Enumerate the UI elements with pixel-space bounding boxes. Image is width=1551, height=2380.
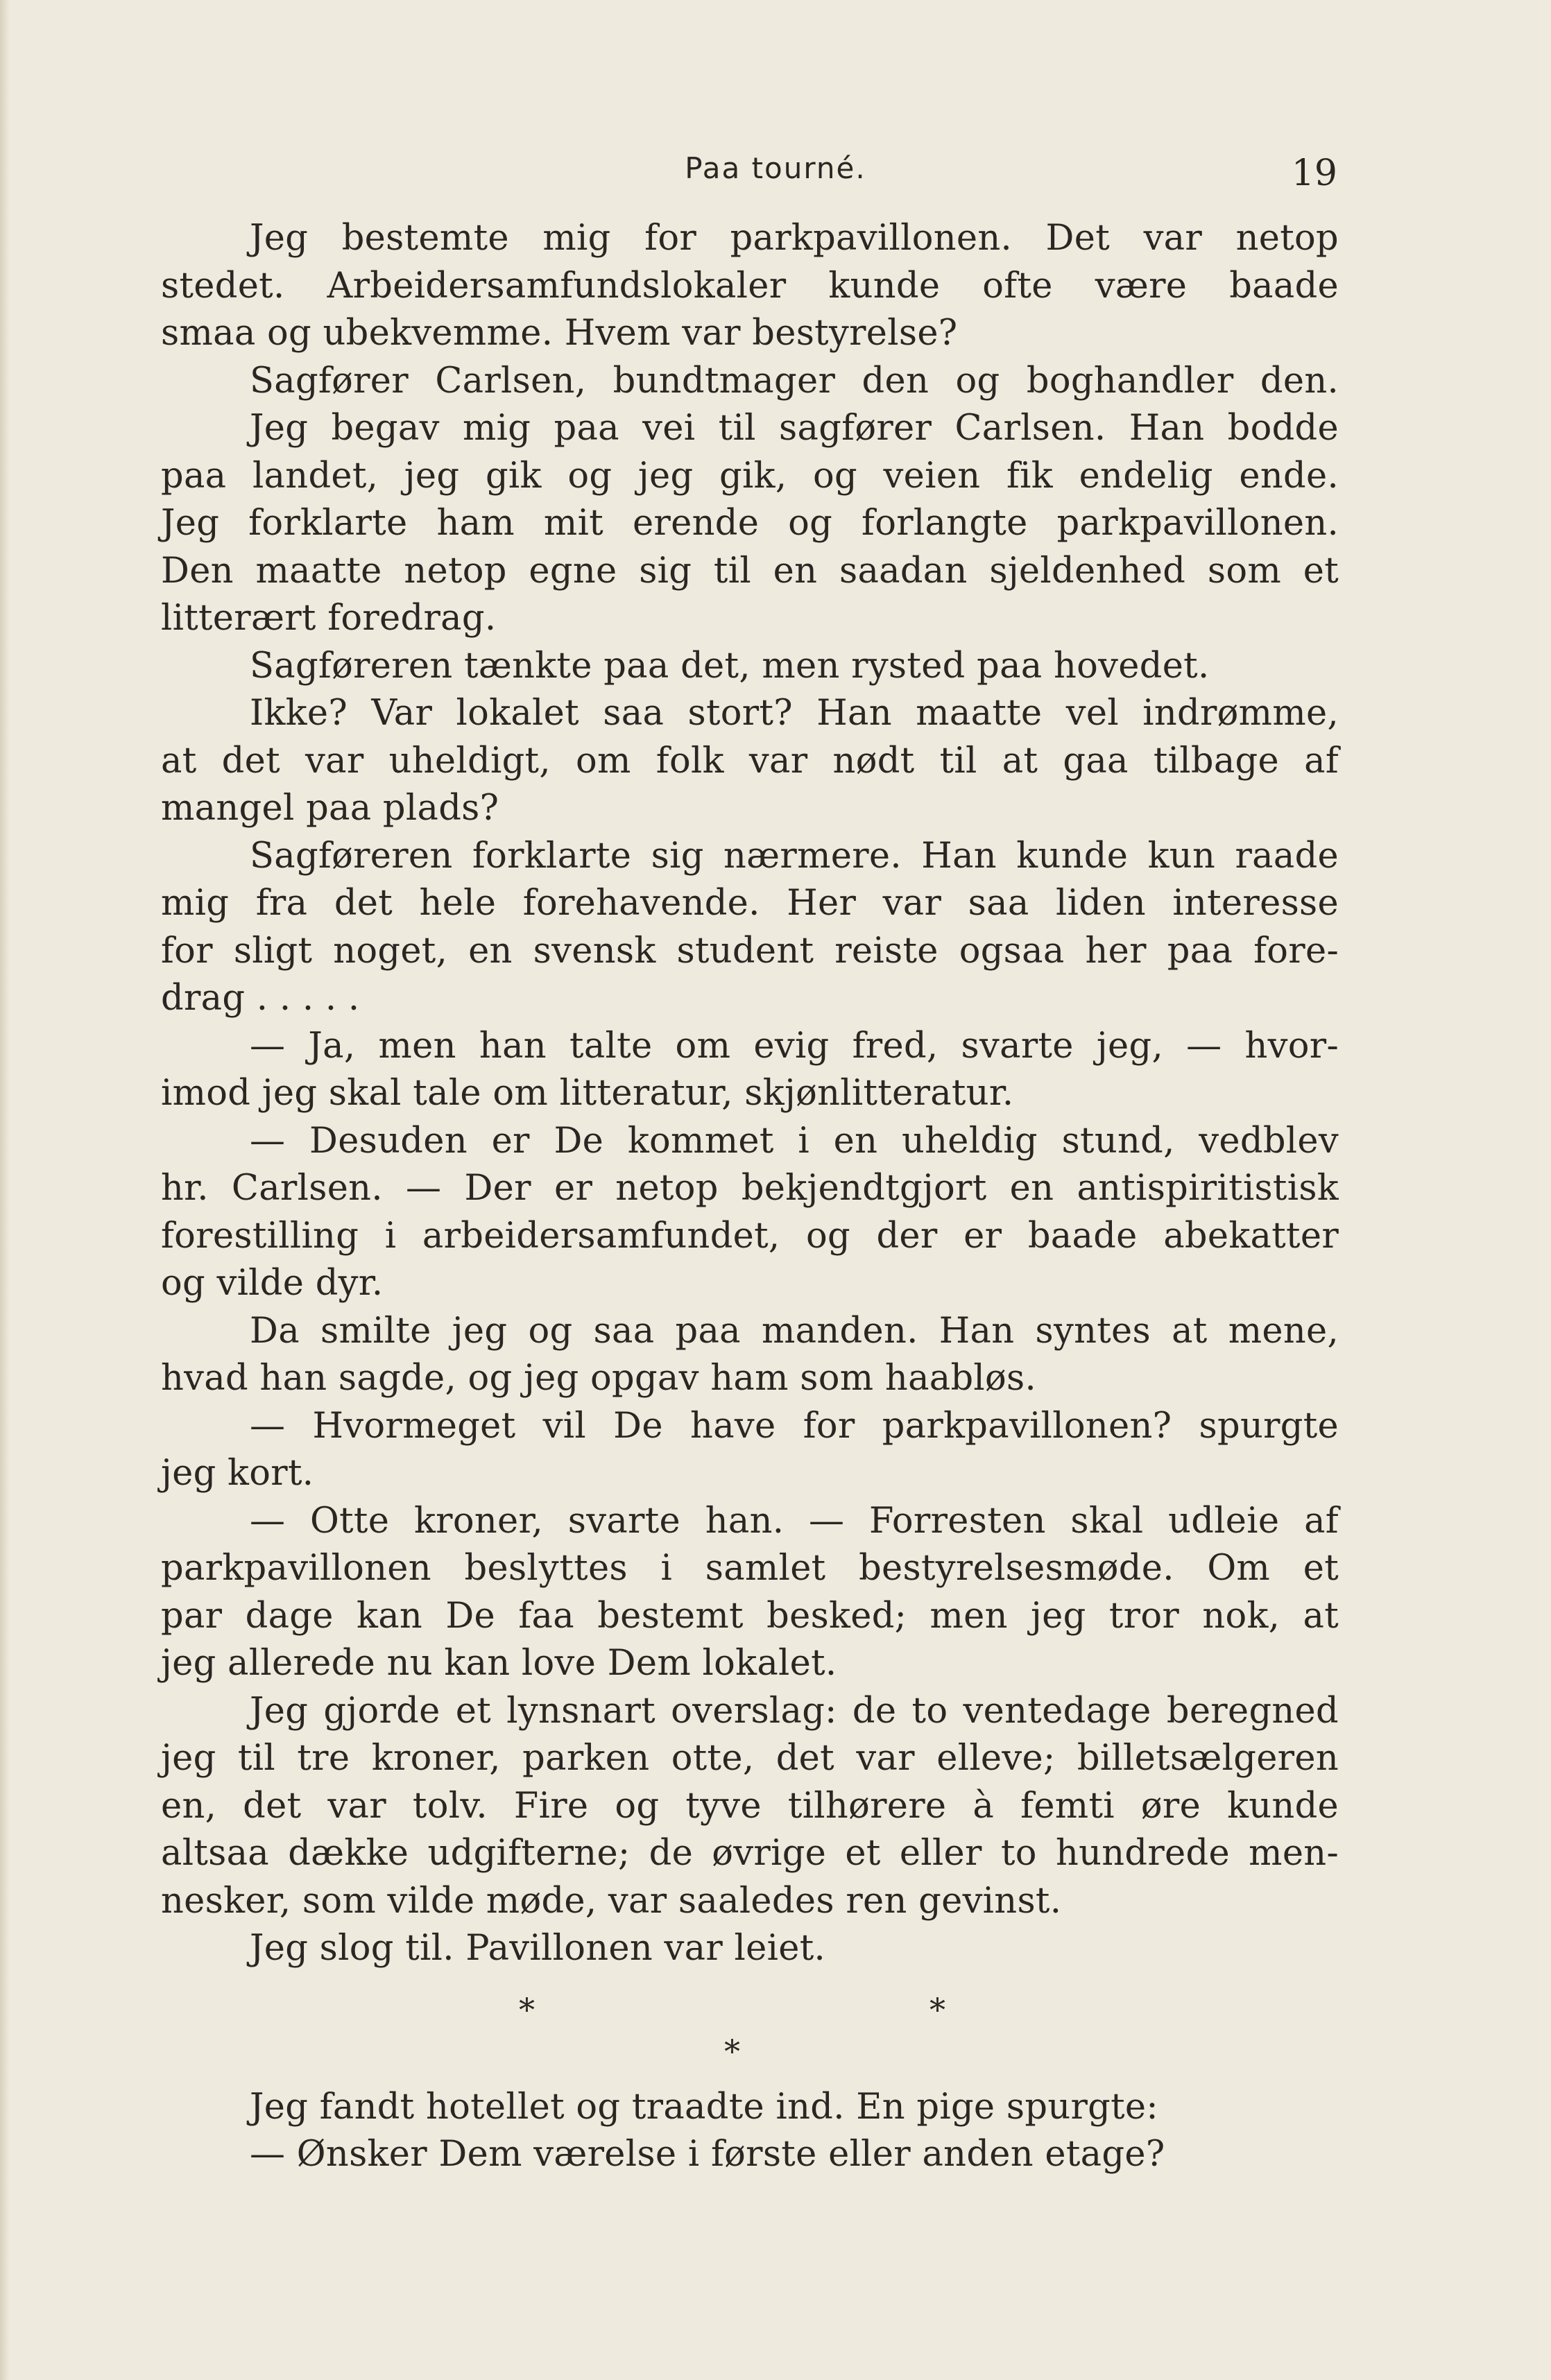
text-line: par dage kan De faa bestemt besked; men jeg tror nok, at (161, 1595, 1339, 1637)
separator-asterisk: * (929, 1990, 945, 2028)
text-line: — Ønsker Dem værelse i første eller anden etage? (250, 2134, 1165, 2175)
text-line: Jeg begav mig paa vei til sagfører Carlsen. Han bodde (250, 408, 1339, 449)
text-line: parkpavillonen beslуttes i samlet bestyrelsesmøde. Om et (161, 1548, 1339, 1589)
text-line: stedet. Arbeidersamfundslokaler kunde ofte være baade (161, 265, 1339, 307)
text-line: Da smilte jeg og saa paa manden. Han syntes at mene, (250, 1310, 1339, 1352)
text-line: jeg allerede nu kan love Dem lokalet. (161, 1643, 837, 1684)
running-header (0, 146, 1551, 194)
text-line: litterært foredrag. (161, 598, 497, 639)
page-left-edge (0, 0, 10, 2380)
text-line: Den maatte netop egne sig til en saadan sjeldenhed som et (161, 550, 1339, 592)
text-line: mig fra det hele forehavende. Her var saa liden interesse (161, 883, 1339, 924)
text-line: altsaa dække udgifterne; de øvrige et eller to hundrede men- (161, 1833, 1339, 1874)
section-separator (161, 1980, 1339, 2084)
text-line: nesker, som vilde møde, var saaledes ren gevinst. (161, 1880, 1062, 1922)
separator-asterisk: * (519, 1990, 535, 2028)
text-line: drag . . . . . (161, 978, 360, 1019)
text-line: Sagføreren tænkte paa det, men rysted paa hovedet. (250, 645, 1210, 687)
separator-asterisk: * (724, 2032, 740, 2070)
text-line: — Desuden er De kommet i en uheldig stund, vedblev (250, 1120, 1339, 1162)
text-line: paa landet, jeg gik og jeg gik, og veien fik endelig ende. (161, 455, 1339, 497)
text-line: — Ja, men han talte om evig fred, svarte jeg, — hvor- (250, 1025, 1339, 1067)
text-line: at det var uheldigt, om folk var nødt til at gaa tilbage af (161, 740, 1339, 782)
text-line: mangel paa plads? (161, 788, 499, 829)
text-line: smaa og ubekvemme. Hvem var bestyrelse? (161, 313, 958, 354)
text-line: Sagfører Carlsen, bundtmager den og boghandler den. (250, 360, 1339, 402)
text-line: jeg til tre kroner, parken otte, det var elleve; billetsælgeren (161, 1738, 1339, 1779)
text-line: — Otte kroner, svarte han. — Forresten skal udleie af (250, 1500, 1339, 1542)
text-line: — Hvormeget vil De have for parkpavillonen? spurgte (250, 1405, 1339, 1447)
text-line: Jeg fandt hotellet og traadte ind. En pige spurgte: (250, 2086, 1158, 2128)
text-line: Jeg slog til. Pavillonen var leiet. (250, 1928, 826, 1969)
text-line: imod jeg skal tale om litteratur, skjønlitteratur. (161, 1073, 1014, 1114)
text-line: for sligt noget, en svensk student reiste ogsaa her paa fore- (161, 930, 1339, 972)
text-line: hvad han sagde, og jeg opgav ham som haabløs. (161, 1358, 1037, 1399)
text-line: Jeg forklarte ham mit erende og forlangte parkpavillonen. (161, 503, 1339, 544)
text-line: Sagføreren forklarte sig nærmere. Han kunde kun raade (250, 835, 1339, 877)
text-line: Jeg gjorde et lynsnart overslag: de to ventedage beregned (250, 1690, 1339, 1732)
text-line: hr. Carlsen. — Der er netop bekjendtgjort en antispiritistisk (161, 1168, 1339, 1209)
text-line: forestilling i arbeidersamfundet, og der er baade abekatter (161, 1215, 1339, 1257)
text-line: jeg kort. (161, 1453, 314, 1494)
text-line: en, det var tolv. Fire og tyve tilhørere à femti øre kunde (161, 1785, 1339, 1827)
running-title: Paa tourné. (685, 151, 866, 185)
page-number: 19 (1291, 153, 1337, 194)
text-line: Jeg bestemte mig for parkpavillonen. Det var netop (250, 218, 1339, 259)
body-text (161, 215, 1339, 2179)
text-line: og vilde dyr. (161, 1263, 384, 1304)
text-line: Ikke? Var lokalet saa stort? Han maatte vel indrømme, (250, 693, 1339, 734)
